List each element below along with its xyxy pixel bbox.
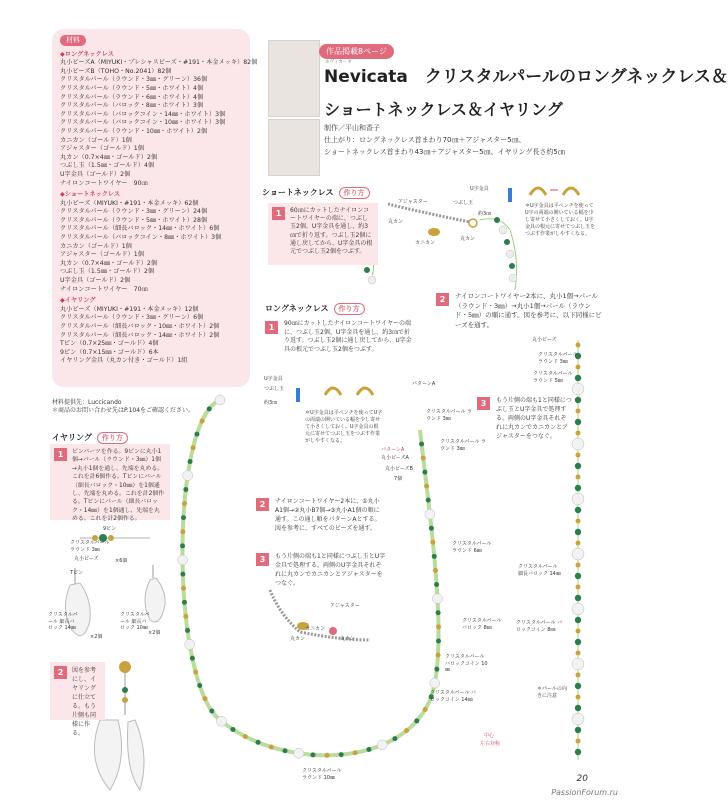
page-title-line2: ショートネックレス＆イヤリング	[324, 100, 563, 119]
loop-bead	[366, 747, 371, 752]
loop-bead	[434, 582, 439, 587]
loop-bead	[294, 748, 304, 758]
materials-item: U字金具（ゴールド）2個	[60, 277, 131, 285]
long-ufit-note: ＊U字金具は平ペンチを使ってU字の両端の開いている幅を少し寄せて小さくしておく。U字金具の根元に寄せてつぶし玉をつぶす作業がしやすくなる。	[305, 410, 383, 444]
strand-bead	[576, 673, 581, 678]
materials-item: 丸小ビーズA（MIYUKI・プレシャスビーズ・#191・本金メッキ）82個	[60, 59, 258, 67]
symmetry-label: 左右対称	[480, 741, 501, 747]
strand-bead	[572, 383, 584, 395]
materials-item: アジャスター（ゴールド）1個	[60, 145, 144, 153]
strand-bead	[576, 541, 581, 546]
materials-item: イヤリング金具（丸カン付き・ゴールド）1組	[60, 357, 188, 365]
strand-bead	[576, 629, 581, 634]
long-jumpring2-label: 丸カン	[340, 636, 356, 642]
loop-bead	[424, 484, 429, 489]
earring-maruko-label: 丸小ビーズ	[74, 556, 99, 562]
materials-item: クリスタルパール（ラウンド・3㎜・グリーン）6個	[60, 314, 204, 322]
strand-bead	[572, 438, 584, 450]
loop-bead	[436, 653, 441, 658]
strand-bead	[575, 727, 581, 733]
loop-cp10-label: クリスタルパール ラウンド 10㎜	[302, 768, 342, 781]
loop-bead	[419, 442, 424, 447]
short-fold-label: 約3㎝	[478, 211, 492, 217]
center-label: 中心	[484, 733, 495, 739]
loop-bead	[429, 526, 434, 531]
pearl-direction-note: ＊パールの向きに注意	[537, 686, 567, 699]
loop-bead	[209, 708, 214, 713]
loop-bead	[207, 406, 212, 411]
materials-item: 9ピン（0.7×15㎜・ゴールド）6本	[60, 348, 159, 356]
materials-item: クリスタルパール（ラウンド・10㎜・ホワイト）2個	[60, 127, 208, 135]
strand-cp5-label: クリスタルパール ラウンド 5㎜	[533, 371, 573, 384]
strand-bead	[576, 431, 581, 436]
materials-item: クリスタルパール（ラウンド・5㎜・ホワイト）4個	[60, 84, 204, 92]
loop-bead	[425, 509, 435, 519]
materials-item: クリスタルパール（細長バロック・14㎜・ホワイト）2個	[60, 331, 220, 339]
strand-bead	[575, 617, 581, 623]
long-crimp-label: つぶし玉	[264, 386, 285, 392]
loop-bead	[404, 728, 409, 733]
earring-heading: イヤリング 作り方	[52, 432, 128, 444]
strand-bead	[576, 563, 581, 568]
strand-bead	[572, 658, 584, 670]
short-jumpring-label: 丸カン	[388, 219, 404, 225]
loop-bead	[325, 753, 330, 758]
materials-tag: 材料	[60, 35, 86, 46]
loop-bead	[215, 395, 225, 405]
earring-long14-label: クリスタルパール 細長バロック 14㎜	[48, 612, 78, 631]
loop-bead	[436, 610, 441, 615]
loop-bead	[216, 716, 226, 726]
short-ufit-label: U字金具	[470, 186, 489, 192]
earring-step-1: 1 ピンパーツを作る。9ピンに丸小1個→パール（ラウンド・3㎜）1個→丸小1個を通し、先端を丸める。これを計6個作る。Tピンにパール（細長バロック・10㎜）を1個通し、先端を丸める。これを計2個作る。Tピンにパール（細長バロック・14㎜）を1個通し、先端を丸める。これを計2個作る。	[50, 444, 170, 520]
loop-bead	[423, 707, 428, 712]
materials-item: 丸カン（0.7×4㎜・ゴールド）2個	[60, 259, 158, 267]
loop-bead	[430, 678, 440, 688]
materials-item: 丸小ビーズ（MIYUKI・#191・本金メッキ）62個	[60, 199, 199, 207]
materials-section-heading: ◆ロングネックレス	[60, 50, 114, 58]
short-ufit-note: ＊U字金具は平ペンチを使ってU字の両端の開いている幅を少し寄せて小さくしておく。U字金具の根元に寄せてつぶし玉をつぶす作業がしやすくなる。	[525, 203, 596, 237]
long-step-3: 3 もう片側の端も1と同様につぶし玉とU字金具で処理する。両側のU字金具それぞれに丸カンでカニカンとアジャスターをつなぐ。	[275, 552, 387, 588]
loop-bead	[180, 572, 185, 577]
loop-bead	[353, 750, 358, 755]
page-number: 20	[576, 774, 588, 784]
loop-bead	[197, 683, 202, 688]
short-crimp-label: つぶし玉	[453, 200, 474, 206]
loop-bead	[182, 501, 187, 506]
loop-bead	[185, 628, 190, 633]
pattern-a-label: パターンA	[412, 381, 436, 387]
loop-bead	[185, 639, 195, 649]
loop-bead	[433, 568, 438, 573]
loop-bc14-label: クリスタルパール バロックコイン 14㎜	[430, 690, 477, 703]
loop-bead	[183, 487, 188, 492]
loop-bead	[339, 752, 344, 757]
long-adjuster-label: アジャスター	[330, 603, 360, 609]
long-ufit-illustration	[296, 388, 373, 402]
earring-x2-a: ×2個	[90, 634, 103, 640]
strand-bead	[576, 365, 581, 370]
loop-bead	[183, 614, 188, 619]
loop-cp6-label: クリスタルパール ラウンド 6㎜	[452, 541, 492, 554]
loop-bead	[180, 543, 185, 548]
strand-bead	[575, 485, 581, 491]
strand-bead	[575, 595, 581, 601]
long-cp3b-label: クリスタルパール ラウンド 3㎜	[440, 439, 487, 452]
long-step-1: 1 90㎝にカットしたナイロンコートワイヤーの端に、つぶし玉2個、U字金具を通し、約3㎝で折り返す。つぶし玉2個に通し戻してから、U字金具の根元でつぶし玉2個をつぶす。	[284, 320, 416, 354]
loop-bead	[422, 470, 427, 475]
strand-bead	[575, 705, 581, 711]
materials-item: ナイロンコートワイヤー 90㎝	[60, 179, 148, 187]
materials-item: Tピン（0.7×25㎜・ゴールド）4個	[60, 340, 159, 348]
long-fold-label: 約3㎝	[264, 400, 278, 406]
materials-item: クリスタルパール（バロックコイン・8㎜・ホワイト）3個	[60, 234, 222, 242]
loop-bead	[178, 555, 188, 565]
materials-item: U字金具（ゴールド）2個	[60, 170, 131, 178]
long-ufit-label: U字金具	[264, 376, 283, 382]
strand-bead	[576, 695, 581, 700]
loop-bead	[191, 445, 196, 450]
bead-a-label: 丸小ビーズA	[381, 455, 409, 461]
materials-item: クリスタルパール（バロックコイン・14㎜・ホワイト）3個	[60, 110, 226, 118]
loop-bead	[310, 752, 315, 757]
strand-bead	[576, 343, 581, 348]
loop-bead	[181, 586, 186, 591]
loop-bead	[414, 718, 419, 723]
materials-section-heading: ◆イヤリング	[60, 297, 96, 305]
size-line2: ショートネックレス首まわり43㎝＋アジャスター5㎝、イヤリング長さ約5㎝	[324, 148, 565, 156]
short-necklace-heading: ショートネックレス 作り方	[262, 187, 370, 199]
bead-b-label: 丸小ビーズB	[385, 466, 413, 472]
short-step-1: 1 60㎝にカットしたナイロンコートワイヤーの端に、つぶし玉2個、U字金具を通し、約3㎝で折り返す。つぶし玉2個に通し戻してから、U字金具の根元でつぶし玉2個をつぶす。	[268, 203, 378, 265]
loop-bead	[426, 498, 431, 503]
strand-bead	[572, 493, 584, 505]
materials-item: カニカン（ゴールド）1個	[60, 242, 132, 250]
page-title-line1: Nevicata クリスタルパールのロングネックレス＆	[324, 67, 728, 87]
loop-bead	[180, 529, 185, 534]
loop-bead	[377, 740, 387, 750]
materials-item: クリスタルパール（ラウンド・3㎜・グリーン）36個	[60, 76, 208, 84]
strand-bead	[572, 713, 584, 725]
strand-bead	[576, 453, 581, 458]
short-lobster-label: カニカン	[415, 240, 436, 246]
loop-bead	[421, 456, 426, 461]
strand-cp3-label: クリスタルパール ラウンド 3㎜	[538, 352, 578, 365]
strand-bead	[575, 639, 581, 645]
materials-item: クリスタルパール（バロック・8㎜・ホワイト）3個	[60, 102, 204, 110]
materials-section-heading: ◆ショートネックレス	[60, 191, 121, 199]
strand-bead	[575, 683, 581, 689]
loop-bead	[432, 554, 437, 559]
materials-item: クリスタルパール（細長バロック・10㎜・ホワイト）2個	[60, 323, 220, 330]
earring-long10-label: クリスタルパール 細長バロック 10㎜	[120, 612, 150, 631]
loop-bead	[256, 740, 261, 745]
long-step-2: 2 ナイロンコートワイヤー2本に、①丸小A1個→②丸小B7個→③丸小A1個の順に通す。この通し順をパターンAとする。図を参考に、すべてのビーズを通す。	[275, 497, 381, 533]
strand-bead	[575, 397, 581, 403]
loop-bead	[436, 624, 441, 629]
strand-bead	[572, 548, 584, 560]
materials-item: 丸小ビーズ（MIYUKI・#191・本金メッキ）12個	[60, 305, 199, 313]
loop-bead	[436, 638, 441, 643]
loop-bead	[183, 470, 193, 480]
strand-bead	[575, 529, 581, 535]
materials-item: つぶし玉（1.5㎜・ゴールド）2個	[60, 268, 155, 276]
pattern-a-label-2: パターンA	[381, 447, 405, 453]
long-step-3-right: 3 もう片側の端も1と同様につぶし玉とU字金具で処理する。両側のU字金具それぞれに丸カンでカニカンとアジャスターをつなぐ。	[496, 396, 572, 441]
strand-bead	[575, 419, 581, 425]
strand-bead	[575, 463, 581, 469]
earring-step-2: 2 図を参考にし、イヤリングに仕立てる。もう片側も同様に作る。	[50, 662, 105, 720]
loop-cp8-label: クリスタルパール バロック 8㎜	[462, 618, 502, 631]
materials-item: 丸小ビーズB（TOHO・No.2041）82個	[60, 67, 172, 75]
materials-item: ナイロンコートワイヤー 70㎝	[60, 285, 148, 293]
short-step-2: 2 ナイロンコートワイヤー2本に、丸小1個→パール（ラウンド・3㎜）→丸小1個→パール（ラウンド・5㎜）の順に通す。図を参考に、以下同様にビーズを通す。	[455, 292, 603, 330]
loop-bead	[269, 745, 274, 750]
strand-bead	[576, 409, 581, 414]
short-jumpring2-label: 丸カン	[460, 236, 476, 242]
long-jumpring-label: 丸カン	[290, 636, 306, 642]
loop-bead	[430, 540, 435, 545]
strand-bead	[576, 585, 581, 590]
strand-bead	[576, 475, 581, 480]
long-lobster-label: カニカン	[305, 626, 326, 632]
supplier-note: 材料提供先：Luccicando ＊商品のお問い合わせ先はP.104をご確認ください。	[52, 399, 195, 414]
strand-bead	[572, 603, 584, 615]
size-line1: 仕上がり：ロングネックレス首まわり70㎝＋アジャスター5㎝、	[324, 136, 526, 144]
loop-bead	[230, 727, 235, 732]
strand-bead	[576, 739, 581, 744]
loop-bead	[243, 734, 248, 739]
materials-item: クリスタルパール（ラウンド・6㎜・ホワイト）4個	[60, 93, 204, 101]
loop-bead	[182, 600, 187, 605]
strand-bead	[575, 749, 581, 755]
materials-item: クリスタルパール（バロックコイン・10㎜・ホワイト）3個	[60, 119, 226, 127]
loop-bead	[194, 432, 199, 437]
page-reference-badge: 作品掲載8ページ	[319, 44, 394, 59]
earring-9pin-label: 9ピン	[103, 526, 117, 532]
long-necklace-heading: ロングネックレス 作り方	[265, 303, 365, 315]
materials-item: 丸カン（0.7×4㎜・ゴールド）2個	[60, 153, 158, 161]
earring-x2-b: ×2個	[148, 630, 161, 636]
strand-bead	[576, 651, 581, 656]
loop-bead	[193, 670, 198, 675]
short-adjuster-label: アジャスター	[398, 199, 428, 205]
earring-cp3-label: クリスタルパール ラウンド 3㎜	[70, 540, 110, 553]
strand-bead	[576, 519, 581, 524]
materials-item: クリスタルパール（細長バロック・14㎜・ホワイト）6個	[60, 225, 220, 233]
watermark-site: PassionForum.ru	[551, 788, 618, 797]
strand-long14-label: クリスタルパール 細長バロック 14㎜	[518, 564, 561, 577]
strand-bead	[575, 573, 581, 579]
loop-bead	[190, 656, 195, 661]
materials-item: つぶし玉（1.5㎜・ゴールド）4個	[60, 162, 155, 170]
materials-item: クリスタルパール（ラウンド・5㎜・ホワイト）28個	[60, 216, 208, 224]
loop-bead	[200, 419, 205, 424]
maker: 制作／平山和香子	[324, 124, 380, 132]
loop-bead	[202, 696, 207, 701]
long-clasp-illustration	[270, 590, 370, 640]
loop-bead	[434, 667, 439, 672]
loop-bead	[188, 459, 193, 464]
right-strand	[572, 340, 584, 760]
materials-item: アジャスター（ゴールド）1個	[60, 251, 144, 259]
strand-coin8-label: クリスタルパール バロックコイン 8㎜	[516, 620, 563, 633]
earring-tpin-label: Tピン	[70, 570, 84, 576]
strand-maruko-label: 丸小ビーズ	[532, 337, 557, 343]
title-ruby: ネヴィカータ	[325, 60, 352, 65]
materials-item: カニカン（ゴールド）1個	[60, 136, 132, 144]
loop-bc10-label: クリスタルパール バロックコイン 10㎜	[445, 654, 488, 673]
bead-b-count: 7個	[394, 476, 403, 482]
loop-bead	[181, 515, 186, 520]
loop-bead	[283, 748, 288, 753]
loop-bead	[392, 736, 397, 741]
materials-item: クリスタルパール（ラウンド・3㎜・グリーン）24個	[60, 208, 208, 216]
strand-bead	[575, 507, 581, 513]
earring-x6-label: ×6個	[115, 558, 128, 564]
long-cp3-label: クリスタルパール ラウンド 3㎜	[426, 409, 473, 422]
loop-bead	[432, 594, 442, 604]
